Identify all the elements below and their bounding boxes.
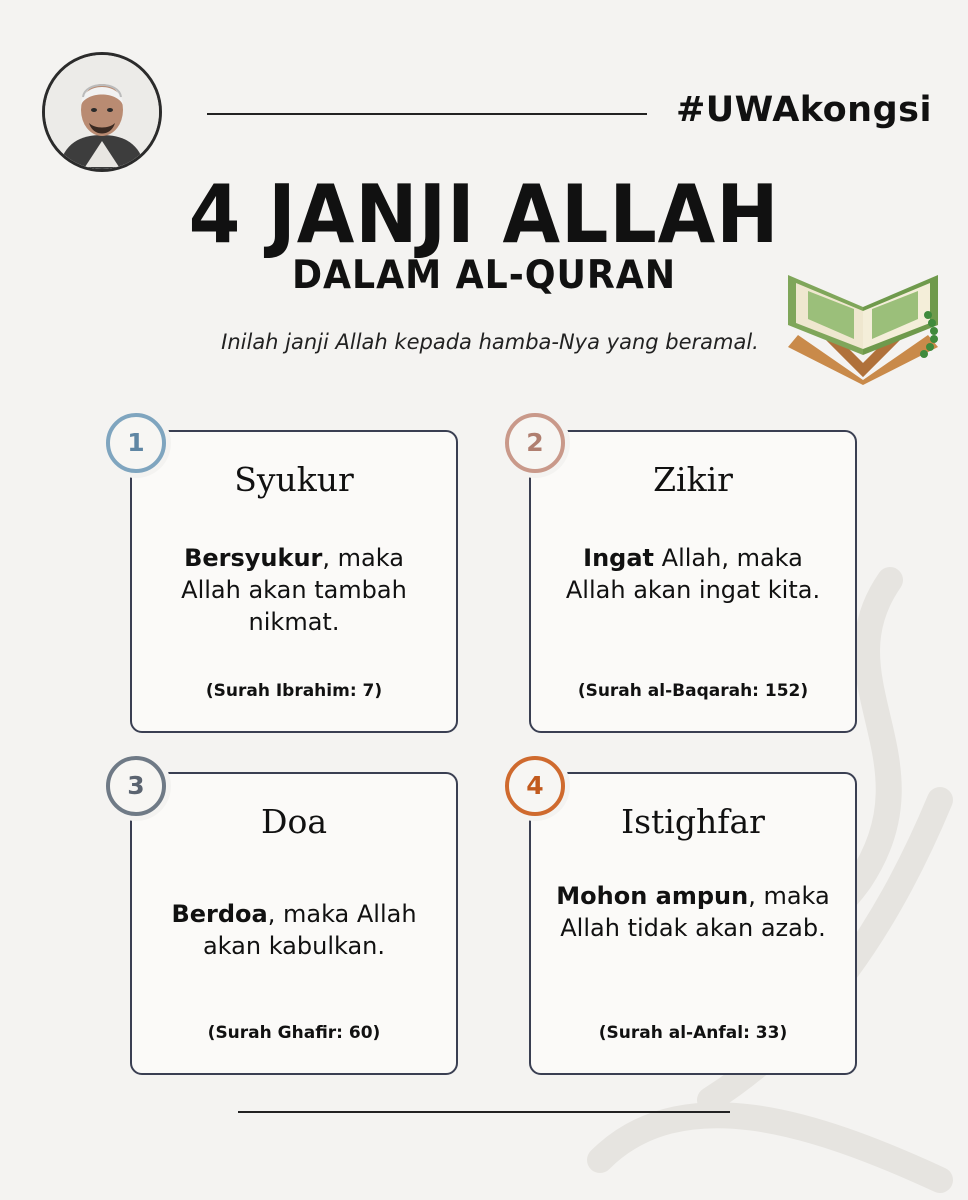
card-reference: (Surah al-Anfal: 33) [598,1023,788,1043]
bottom-divider [238,1111,730,1113]
card-text-bold: Berdoa [171,900,268,928]
card-text-bold: Mohon ampun [556,882,749,910]
card-text-bold: Ingat [583,544,655,572]
card-text-rest: , maka Allah tidak akan azab. [560,882,830,942]
card-reference: (Surah Ibrahim: 7) [205,681,383,701]
card-title: Doa [261,802,327,841]
hashtag: #UWAkongsi [675,90,932,130]
card-text [556,880,830,944]
card-text-bold: Bersyukur [184,544,323,572]
quran-on-stand-icon [778,255,948,385]
promise-card-2 [529,430,857,733]
top-divider [207,113,647,115]
card-text-rest: , maka Allah akan tambah nikmat. [181,544,407,636]
number-badge-2: 2 [505,413,565,473]
number-badge-4: 4 [505,756,565,816]
card-reference: (Surah Ghafir: 60) [207,1023,381,1043]
card-text [157,898,431,962]
promise-card-3 [130,772,458,1075]
card-title: Istighfar [621,802,765,841]
card-title: Syukur [234,460,354,499]
page-subtitle: DALAM AL-QURAN [292,253,676,298]
page-title: 4 JANJI ALLAH [188,168,780,261]
card-reference: (Surah al-Baqarah: 152) [577,681,809,701]
promise-card-4 [529,772,857,1075]
number-badge-3: 3 [106,756,166,816]
avatar [42,52,162,172]
person-portrait-icon [45,55,159,169]
promise-card-1 [130,430,458,733]
card-text [556,542,830,606]
tagline: Inilah janji Allah kepada hamba-Nya yang beramal. [221,330,759,354]
card-text-rest: Allah, maka Allah akan ingat kita. [565,544,821,604]
card-text [157,542,431,638]
card-title: Zikir [653,460,733,499]
card-text-rest: , maka Allah akan kabulkan. [202,900,417,960]
number-badge-1: 1 [106,413,166,473]
